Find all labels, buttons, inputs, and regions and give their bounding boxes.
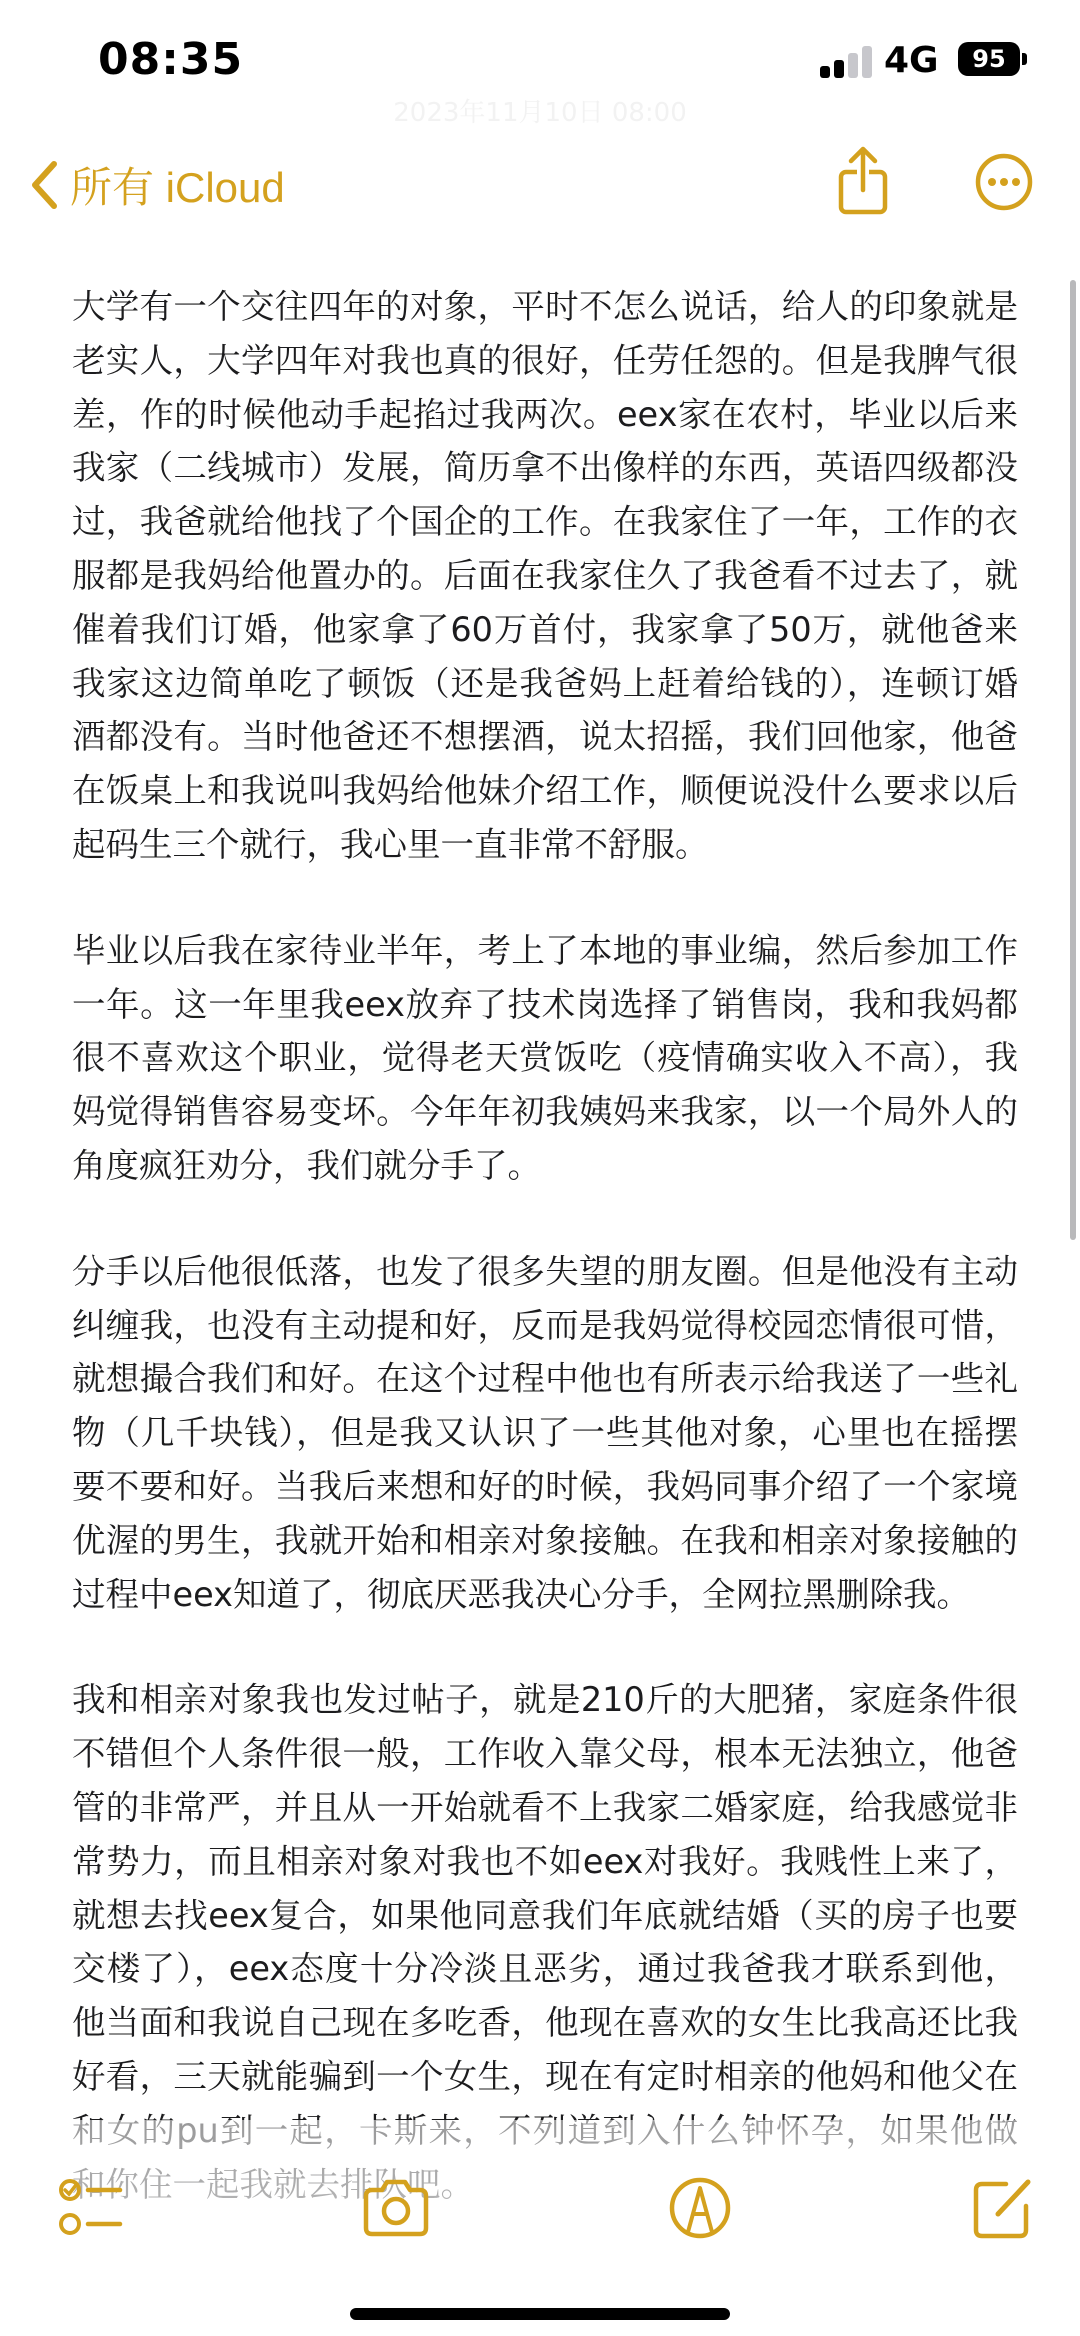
checklist-icon[interactable] xyxy=(50,2168,130,2248)
battery-level: 95 xyxy=(972,45,1006,73)
network-type: 4G xyxy=(884,40,939,81)
scroll-indicator[interactable] xyxy=(1070,280,1076,1240)
markup-pen-icon[interactable] xyxy=(660,2168,740,2248)
cellular-signal-icon xyxy=(820,46,876,78)
share-icon[interactable] xyxy=(823,142,903,222)
back-button[interactable] xyxy=(30,140,285,230)
battery-icon xyxy=(958,42,1020,76)
note-paragraph[interactable]: 我和相亲对象我也发过帖子，就是210斤的大肥猪，家庭条件很不错但个人条件很一般，工作收入靠父母，根本无法独立，他爸管的非常严，并且从一开始就看不上我家二婚家庭，给我感觉非常势力，而且相亲对象对我也不如eex对我好。我贱性上来了，就想去找eex复合，如果他同意我们年底就结婚（买的房子也要交楼了），eex态度十分冷淡且恶劣，通过我爸我才联系到他，他当面和我说自己现在多吃香，他现在喜欢的女生比我高还比我好看，三天就能骗到一个女生，现在有定时相亲的他妈和他父在 xyxy=(72,1680,1018,2096)
battery-cap xyxy=(1022,53,1027,65)
bottom-toolbar xyxy=(0,2160,1080,2270)
note-paragraph[interactable]: 分手以后他很低落，也发了很多失望的朋友圈。但是他没有主动纠缠我，也没有主动提和好，反而是我妈觉得校园恋情很可惜，就想撮合我们和好。在这个过程中他也有所表示给我送了一些礼物（几千块钱），但是我又认识了一些其他对象，心里也在摇摆要不要和好。当我后来想和好的时候，我妈同事介绍了一个家境优渥的男生，我就开始和相亲对象接触。在我和相亲对象接触的过程中eex知道了，彻底厌恶我决心分手，全网拉黑删除我。 xyxy=(72,1251,1018,1614)
note-body[interactable] xyxy=(72,280,1018,2180)
chevron-left-icon xyxy=(30,160,60,210)
home-indicator[interactable] xyxy=(350,2308,730,2320)
note-paragraph[interactable]: 毕业以后我在家待业半年，考上了本地的事业编，然后参加工作一年。这一年里我eex放弃了技术岗选择了销售岗，我和我妈都很不喜欢这个职业，觉得老天赏饭吃（疫情确实收入不高），我妈觉得销售容易变坏。今年年初我姨妈来我家，以一个局外人的角度疯狂劝分，我们就分手了。 xyxy=(72,930,1018,1185)
camera-icon[interactable] xyxy=(356,2168,436,2248)
note-date: 2023年11月10日 08:00 xyxy=(393,98,687,128)
back-label: 所有 iCloud xyxy=(70,164,285,211)
compose-icon[interactable] xyxy=(962,2168,1042,2248)
more-options-icon[interactable] xyxy=(964,142,1044,222)
navigation-bar xyxy=(0,130,1080,240)
note-paragraph[interactable]: 大学有一个交往四年的对象，平时不怎么说话，给人的印象就是老实人，大学四年对我也真的很好，任劳任怨的。但是我脾气很差，作的时候他动手起掐过我两次。eex家在农村，毕业以后来我家（二线城市）发展，简历拿不出像样的东西，英语四级都没过，我爸就给他找了个国企的工作。在我家住了一年，工作的衣服都是我妈给他置办的。后面在我家住久了我爸看不过去了，就催着我们订婚，他家拿了60万首付，我家拿了50万，就他爸来我家这边简单吃了顿饭（还是我爸妈上赶着给钱的），连顿订婚酒都没有。当时他爸还不想摆酒，说太招摇，我们回他家，他爸在饭桌上和我说叫我妈给他妹介绍工作，顺便说没什么要求以后起码生三个就行，我心里一直非常不舒服。 xyxy=(72,287,1018,864)
status-time: 08:35 xyxy=(98,34,244,85)
